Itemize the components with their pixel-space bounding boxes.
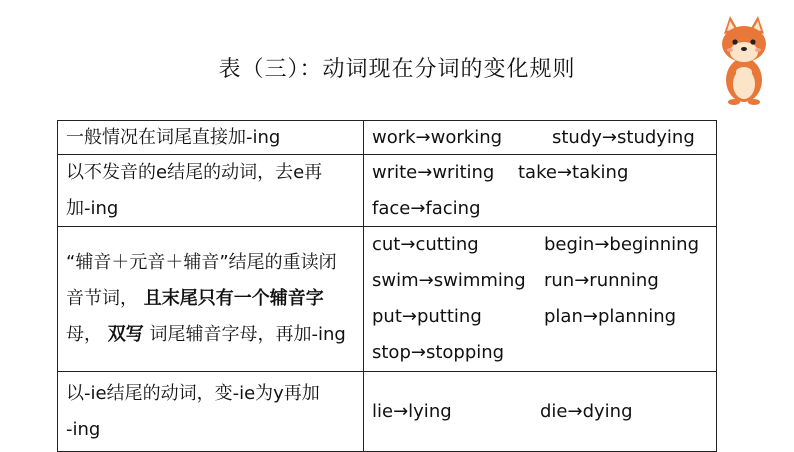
examples-cell xyxy=(364,372,716,451)
example-line xyxy=(372,335,710,371)
example: begin→beginning xyxy=(544,234,699,255)
example: work→working xyxy=(372,126,503,148)
example-line xyxy=(372,227,710,263)
example: study→studying xyxy=(552,126,695,148)
example: swim→swimming xyxy=(372,270,526,291)
example: run→running xyxy=(544,270,659,291)
rule-cell xyxy=(58,155,364,227)
rule-text: 一般情况在词尾直接加-ing xyxy=(66,126,281,148)
rule-text: -ing xyxy=(66,418,101,440)
rule-text: 以不发音的e结尾的动词，去e再 xyxy=(66,161,323,183)
example: write→writing xyxy=(372,161,495,183)
example: put→putting xyxy=(372,306,482,327)
rule-cell xyxy=(58,121,364,155)
examples-cell xyxy=(364,227,716,372)
rule-cell xyxy=(58,227,364,372)
rules-table xyxy=(57,120,717,452)
example-line xyxy=(372,121,710,155)
rule-text: 音节词， xyxy=(66,288,138,309)
example: die→dying xyxy=(540,400,633,422)
example: cut→cutting xyxy=(372,234,479,255)
example: face→facing xyxy=(372,197,481,219)
example-line xyxy=(372,191,710,227)
example: plan→planning xyxy=(544,306,677,327)
example-line xyxy=(372,299,710,335)
rule-text-bold: 且末尾只有一个辅音字 xyxy=(143,288,324,309)
shiba-dog-mascot-icon xyxy=(716,14,772,106)
page-title: 表（三）：动词现在分词的变化规则 xyxy=(218,57,576,82)
rule-text: 以-ie结尾的动词，变-ie为y再加 xyxy=(66,382,320,404)
rule-text-bold: 双写 xyxy=(107,324,144,345)
example-line xyxy=(372,263,710,299)
rule-text: 加-ing xyxy=(66,197,119,219)
rule-text: 母， xyxy=(66,324,102,345)
example-line xyxy=(372,155,710,191)
example: take→taking xyxy=(518,161,629,183)
rule-cell xyxy=(58,372,364,451)
examples-cell xyxy=(364,155,716,227)
examples-cell xyxy=(364,121,716,155)
example-line xyxy=(372,394,710,430)
rule-text: 词尾辅音字母，再加-ing xyxy=(149,324,346,345)
example: lie→lying xyxy=(372,400,452,422)
rule-text: “辅音＋元音＋辅音”结尾的重读闭 xyxy=(66,252,337,273)
example: stop→stopping xyxy=(372,342,505,363)
